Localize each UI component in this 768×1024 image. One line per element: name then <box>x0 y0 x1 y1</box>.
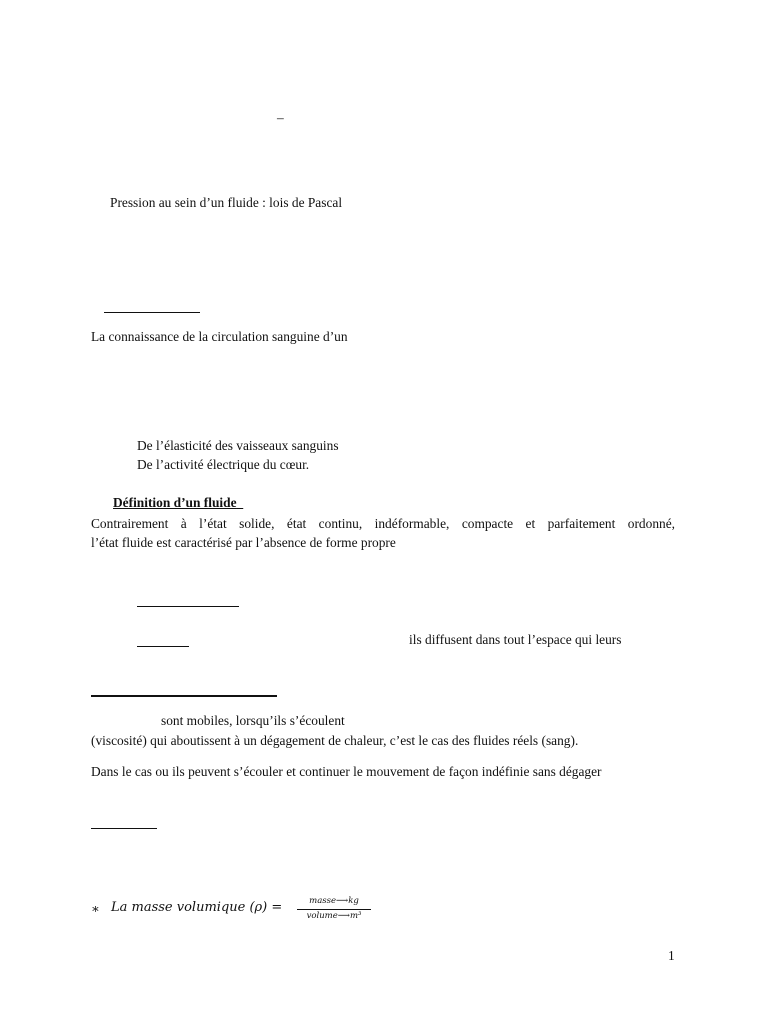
flow-text: Dans le cas ou ils peuvent s’écouler et continuer le mouvement de façon indéfinie sans dégager <box>91 764 602 779</box>
page-number: 1 <box>668 948 675 963</box>
formula-numerator: masse⟶kg <box>309 896 359 906</box>
definition-heading-text: Définition d’un fluide <box>113 495 237 510</box>
list-item: De l’activité électrique du cœur. <box>137 457 310 472</box>
formula-denominator: volume⟶m³ <box>306 911 362 921</box>
diffuse-text: ils diffusent dans tout l’espace qui leurs <box>409 632 622 647</box>
viscosity-text: (viscosité) qui aboutissent à un dégagement de chaleur, c’est le cas des fluides réels (sang). <box>91 733 579 748</box>
definition-paragraph-line1: Contrairement à l’état solide, état continu, indéformable, compacte et parfaitement ordonné, <box>91 516 675 531</box>
underline-blank-3 <box>137 646 189 647</box>
list-item: De l’élasticité des vaisseaux sanguins <box>137 438 339 453</box>
formula-bullet: ∗ <box>91 902 100 917</box>
formula-lhs: La masse volumique (ρ) = <box>111 900 283 915</box>
intro-paragraph: La connaissance de la circulation sanguine d’un <box>91 329 348 344</box>
definition-heading <box>113 495 243 511</box>
formula-fraction-bar <box>297 909 371 910</box>
definition-paragraph-line2: l’état fluide est caractérisé par l’absence de forme propre <box>91 535 396 550</box>
mobile-text: sont mobiles, lorsqu’ils s’écoulent <box>161 713 345 728</box>
underline-blank-2 <box>137 606 239 607</box>
underline-blank-5 <box>91 828 157 829</box>
underline-blank-1 <box>104 312 200 313</box>
section-heading-pascal: Pression au sein d’un fluide : lois de Pascal <box>110 195 343 210</box>
underline-blank-4 <box>91 695 277 697</box>
title-dash: – <box>277 110 284 125</box>
